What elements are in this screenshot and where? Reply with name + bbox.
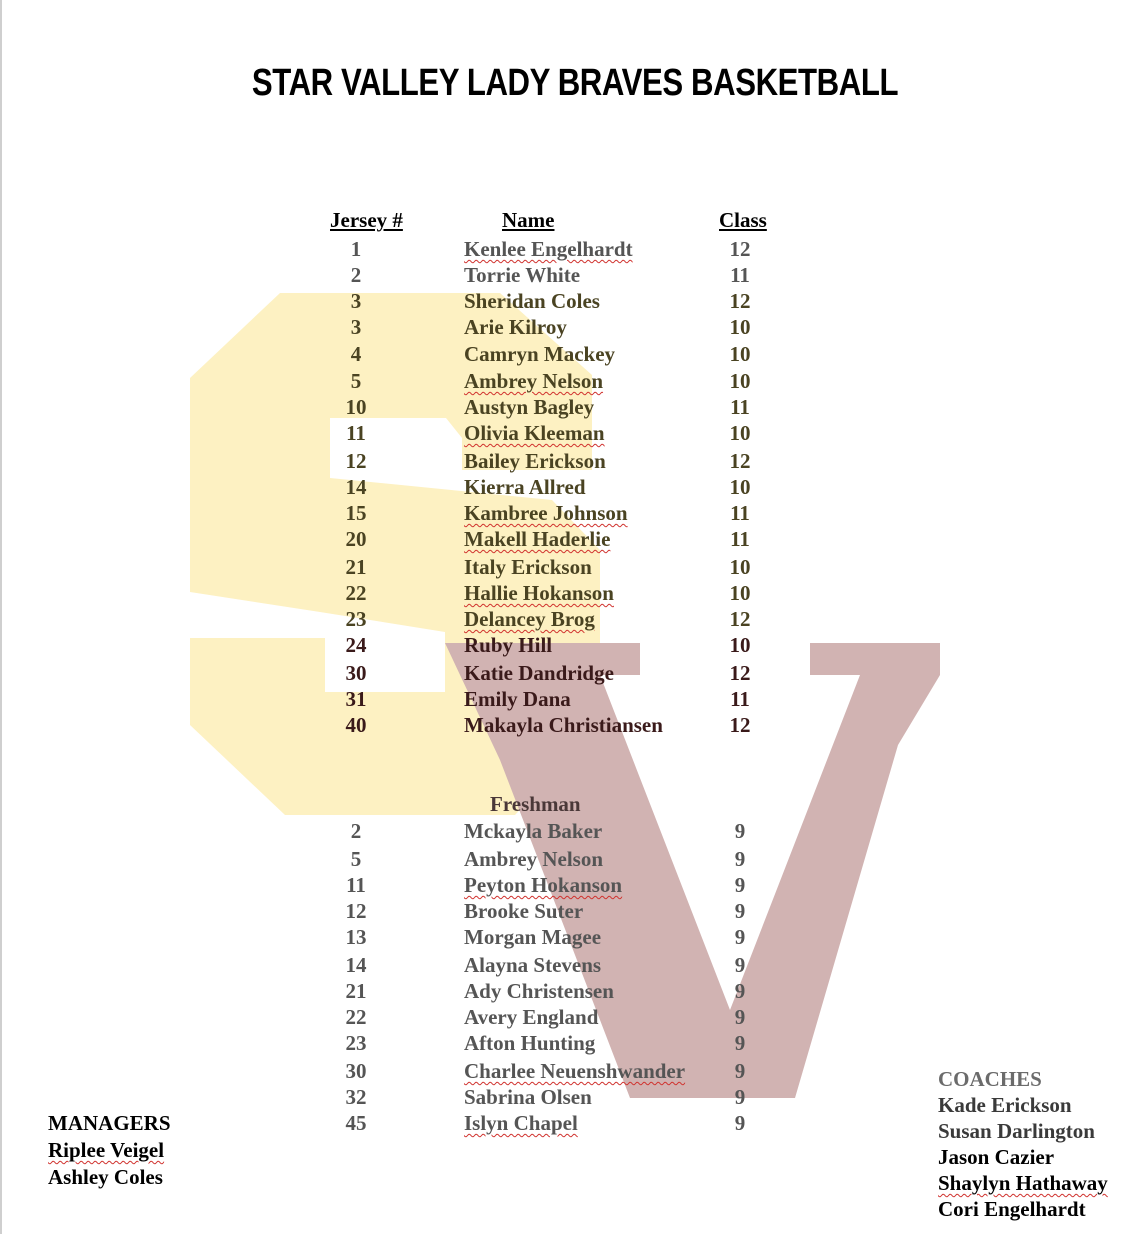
- jersey-number: 30: [345, 661, 367, 685]
- jersey-number: 2: [350, 263, 362, 287]
- player-name: Austyn Bagley: [464, 395, 595, 419]
- roster-row: [0, 500, 1132, 526]
- jersey-number: 22: [345, 1005, 367, 1029]
- player-class: 11: [730, 687, 750, 711]
- jersey-number: 14: [345, 953, 367, 977]
- jersey-number: 2: [350, 819, 362, 843]
- manager-name: Riplee Veigel: [48, 1138, 165, 1162]
- jersey-number: 12: [345, 899, 367, 923]
- jersey-number: 3: [350, 315, 362, 339]
- player-class: 11: [730, 395, 750, 419]
- roster-row: [0, 341, 1132, 367]
- player-name: Camryn Mackey: [464, 342, 616, 366]
- player-class: 12: [729, 607, 751, 631]
- player-name: Sheridan Coles: [464, 289, 600, 313]
- player-class: 10: [729, 315, 751, 339]
- roster-row: [0, 1030, 1132, 1056]
- jersey-number: 13: [345, 925, 367, 949]
- roster-row: [0, 288, 1132, 314]
- roster-row: [0, 554, 1132, 580]
- jersey-number: 22: [345, 581, 367, 605]
- roster-row: [0, 872, 1132, 898]
- freshman-heading: Freshman: [490, 792, 581, 816]
- roster-row: [0, 368, 1132, 394]
- roster-row: [0, 818, 1132, 844]
- player-class: 12: [729, 449, 751, 473]
- roster-row: [0, 632, 1132, 658]
- roster-row: [0, 236, 1132, 262]
- jersey-number: 11: [346, 873, 366, 897]
- coach-name: Shaylyn Hathaway: [938, 1171, 1108, 1195]
- column-header-class: Class: [719, 208, 767, 232]
- jersey-number: 15: [345, 501, 367, 525]
- player-name: Kambree Johnson: [464, 501, 628, 525]
- jersey-number: 11: [346, 421, 366, 445]
- player-name: Avery England: [464, 1005, 599, 1029]
- jersey-number: 32: [345, 1085, 367, 1109]
- jersey-number: 5: [350, 847, 362, 871]
- roster-row: [0, 420, 1132, 446]
- coach-name: Susan Darlington: [938, 1119, 1095, 1143]
- player-class: 10: [729, 633, 751, 657]
- coach-name: Cori Engelhardt: [938, 1197, 1086, 1221]
- player-class: 10: [729, 555, 751, 579]
- jersey-number: 3: [350, 289, 362, 313]
- player-class: 9: [734, 873, 746, 897]
- player-class: 12: [729, 289, 751, 313]
- player-name: Islyn Chapel: [464, 1111, 578, 1135]
- player-name: Mckayla Baker: [464, 819, 603, 843]
- jersey-number: 31: [345, 687, 367, 711]
- player-class: 11: [730, 527, 750, 551]
- player-name: Arie Kilroy: [464, 315, 567, 339]
- jersey-number: 10: [345, 395, 367, 419]
- player-class: 9: [734, 953, 746, 977]
- roster-row: [0, 846, 1132, 872]
- jersey-number: 20: [345, 527, 367, 551]
- player-name: Ambrey Nelson: [464, 369, 604, 393]
- player-name: Sabrina Olsen: [464, 1085, 592, 1109]
- player-class: 9: [734, 979, 746, 1003]
- roster-row: [0, 394, 1132, 420]
- roster-row: [0, 314, 1132, 340]
- roster-row: [0, 448, 1132, 474]
- jersey-number: 14: [345, 475, 367, 499]
- roster-row: [0, 712, 1132, 738]
- roster-row: [0, 898, 1132, 924]
- roster-row: [0, 606, 1132, 632]
- jersey-number: 24: [345, 633, 367, 657]
- coach-name: Kade Erickson: [938, 1093, 1072, 1117]
- player-class: 11: [730, 263, 750, 287]
- roster-row: [0, 474, 1132, 500]
- player-class: 9: [734, 1059, 746, 1083]
- player-class: 10: [729, 475, 751, 499]
- player-name: Kierra Allred: [464, 475, 586, 499]
- player-name: Charlee Neuenshwander: [464, 1059, 686, 1083]
- player-class: 9: [734, 899, 746, 923]
- manager-name: Ashley Coles: [48, 1165, 163, 1189]
- player-name: Alayna Stevens: [464, 953, 602, 977]
- player-name: Bailey Erickson: [464, 449, 606, 473]
- player-class: 9: [734, 1085, 746, 1109]
- player-name: Brooke Suter: [464, 899, 584, 923]
- player-class: 10: [729, 342, 751, 366]
- jersey-number: 4: [350, 342, 362, 366]
- column-header-name: Name: [502, 208, 555, 232]
- player-name: Emily Dana: [464, 687, 571, 711]
- player-name: Italy Erickson: [464, 555, 592, 579]
- managers-heading: MANAGERS: [48, 1111, 171, 1135]
- player-name: Torrie White: [464, 263, 581, 287]
- roster-row: [0, 526, 1132, 552]
- player-class: 12: [729, 713, 751, 737]
- player-name: Ady Christensen: [464, 979, 614, 1003]
- roster-row: [0, 262, 1132, 288]
- player-name: Peyton Hokanson: [464, 873, 623, 897]
- roster-row: [0, 978, 1132, 1004]
- jersey-number: 40: [345, 713, 367, 737]
- player-class: 10: [729, 369, 751, 393]
- roster-row: [0, 660, 1132, 686]
- player-class: 9: [734, 1031, 746, 1055]
- player-name: Olivia Kleeman: [464, 421, 605, 445]
- jersey-number: 45: [345, 1111, 367, 1135]
- player-name: Katie Dandridge: [464, 661, 614, 685]
- column-header-jersey: Jersey #: [330, 208, 403, 232]
- coaches-block: [938, 1066, 1108, 1222]
- player-class: 10: [729, 421, 751, 445]
- coaches-heading: COACHES: [938, 1067, 1042, 1091]
- jersey-number: 12: [345, 449, 367, 473]
- player-name: Ruby Hill: [464, 633, 553, 657]
- jersey-number: 23: [345, 607, 367, 631]
- player-name: Delancey Brog: [464, 607, 595, 631]
- player-class: 9: [734, 1111, 746, 1135]
- player-class: 12: [729, 237, 751, 261]
- page-title: STAR VALLEY LADY BRAVES BASKETBALL: [251, 62, 899, 104]
- player-name: Morgan Magee: [464, 925, 602, 949]
- player-class: 9: [734, 847, 746, 871]
- roster-row: [0, 580, 1132, 606]
- player-name: Afton Hunting: [464, 1031, 596, 1055]
- jersey-number: 21: [345, 979, 367, 1003]
- player-class: 12: [729, 661, 751, 685]
- player-name: Ambrey Nelson: [464, 847, 604, 871]
- player-class: 10: [729, 581, 751, 605]
- player-name: Makell Haderlie: [464, 527, 611, 551]
- jersey-number: 5: [350, 369, 362, 393]
- managers-block: [48, 1110, 171, 1191]
- player-class: 9: [734, 1005, 746, 1029]
- jersey-number: 1: [350, 237, 362, 261]
- player-class: 9: [734, 925, 746, 949]
- player-class: 11: [730, 501, 750, 525]
- player-class: 9: [734, 819, 746, 843]
- roster-row: [0, 924, 1132, 950]
- player-name: Kenlee Engelhardt: [464, 237, 633, 261]
- roster-row: [0, 1004, 1132, 1030]
- player-name: Makayla Christiansen: [464, 713, 663, 737]
- jersey-number: 23: [345, 1031, 367, 1055]
- roster-row: [0, 952, 1132, 978]
- player-name: Hallie Hokanson: [464, 581, 614, 605]
- jersey-number: 30: [345, 1059, 367, 1083]
- jersey-number: 21: [345, 555, 367, 579]
- roster-row: [0, 686, 1132, 712]
- coach-name: Jason Cazier: [938, 1145, 1055, 1169]
